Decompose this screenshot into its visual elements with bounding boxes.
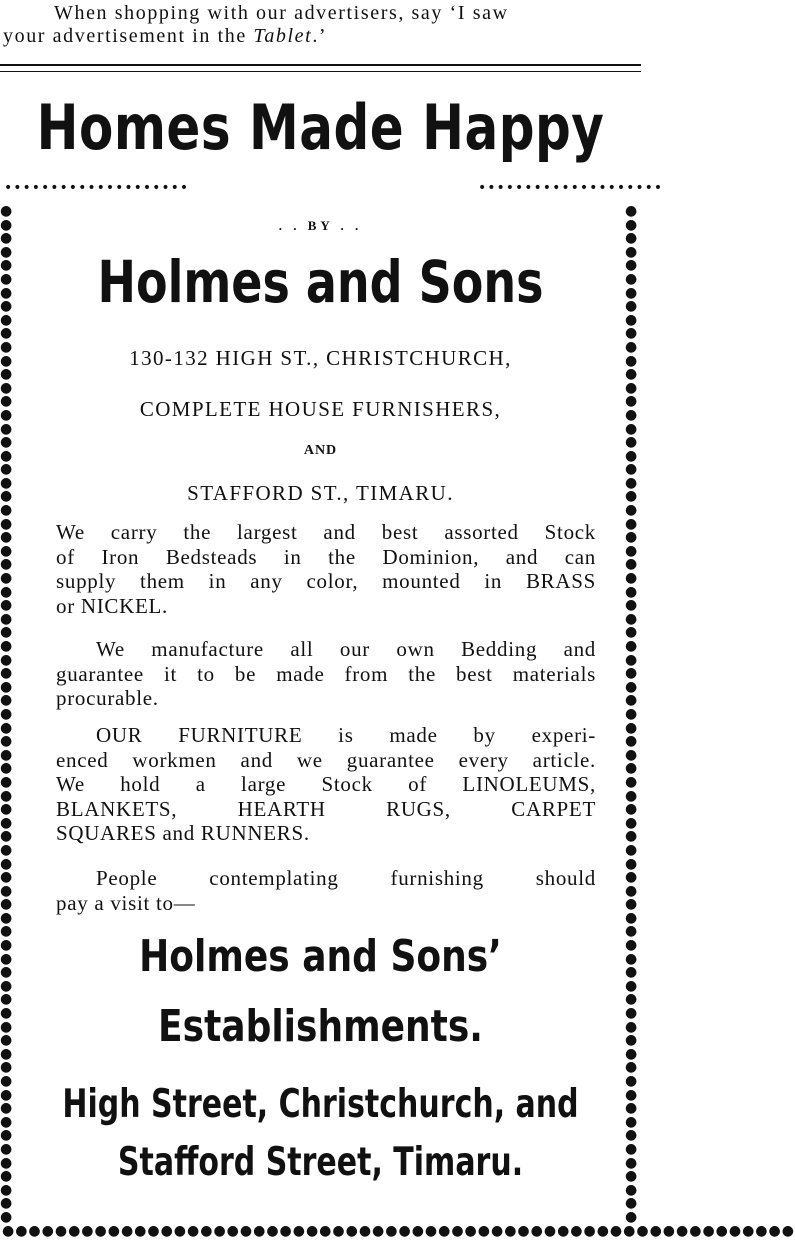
headline: Homes Made Happy	[36, 91, 605, 164]
paragraph-line: We hold a large Stock of LINOLEUMS,	[56, 772, 596, 797]
trade-description: COMPLETE HOUSE FURNISHERS,	[139, 397, 502, 421]
paragraph-line: or NICKEL.	[56, 593, 168, 618]
paragraph-line: guarantee it to be made from the best materials	[56, 661, 596, 686]
notice-line-1: When shopping with our advertisers, say ‘I saw	[54, 2, 509, 24]
paragraph-line: People contemplating furnishing should	[96, 866, 596, 890]
closing-address-timaru: Stafford Street, Timaru.	[117, 1140, 524, 1186]
top-rule-thin	[0, 71, 641, 72]
address-timaru: STAFFORD ST., TIMARU.	[187, 481, 454, 505]
notice-line-2-prefix: your advertisement in the	[3, 25, 254, 47]
notice-line-2	[3, 25, 635, 47]
address-christchurch: 130-132 HIGH ST., CHRISTCHURCH,	[129, 346, 512, 370]
paragraph-bedding	[56, 637, 596, 711]
by-line: . . BY . .	[278, 218, 363, 233]
bead-border-right-icon: ●●●●●●●●●●●●●●●●●●●●●●●●●●●●●●●●●●●●●●●●●●●●●●●●●●●●●●●●●●●●●●●●●●●●●●●●●●●	[625, 203, 638, 1225]
bead-border-top-right-icon: ••••••••••••••••••••	[478, 180, 664, 196]
paragraph-line: of Iron Bedsteads in the Dominion, and can	[56, 544, 596, 569]
paragraph-line: enced workmen and we guarantee every article.	[56, 747, 596, 772]
conjunction: AND	[303, 443, 338, 458]
bead-border-left-icon: ●●●●●●●●●●●●●●●●●●●●●●●●●●●●●●●●●●●●●●●●●●●●●●●●●●●●●●●●●●●●●●●●●●●●●●●●●●●	[0, 203, 13, 1225]
bead-border-top-left-icon: ••••••••••••••••••••	[4, 180, 190, 196]
paragraph-visit	[56, 866, 596, 915]
bead-border-bottom-icon: ●●●●●●●●●●●●●●●●●●●●●●●●●●●●●●●●●●●●●●●●●●●●●●●●●●●●●●●●●●●●	[2, 1223, 795, 1239]
top-rule-thick	[0, 64, 641, 66]
paragraph-line: procurable.	[56, 686, 159, 711]
closing-address-christchurch: High Street, Christchurch, and	[62, 1082, 579, 1128]
paragraph-line: We manufacture all our own Bedding and	[96, 637, 596, 661]
paragraph-line: pay a visit to—	[56, 890, 196, 915]
firm-name: Holmes and Sons	[97, 248, 544, 316]
paragraph-furniture	[56, 723, 596, 846]
publication-name: Tablet	[253, 25, 313, 47]
paragraph-line: We carry the largest and best assorted Stock	[56, 520, 596, 544]
paragraph-line: supply them in any color, mounted in BRASS	[56, 569, 596, 594]
paragraph-line: SQUARES and RUNNERS.	[56, 821, 310, 846]
closing-establishments: Establishments.	[158, 1002, 483, 1053]
paragraph-line: BLANKETS, HEARTH RUGS, CARPET	[56, 796, 596, 821]
paragraph-bedsteads	[56, 520, 596, 618]
paragraph-line: OUR FURNITURE is made by experi-	[96, 723, 596, 747]
closing-firm-name: Holmes and Sons’	[139, 932, 502, 983]
notice-line-2-suffix: .’	[312, 25, 328, 47]
